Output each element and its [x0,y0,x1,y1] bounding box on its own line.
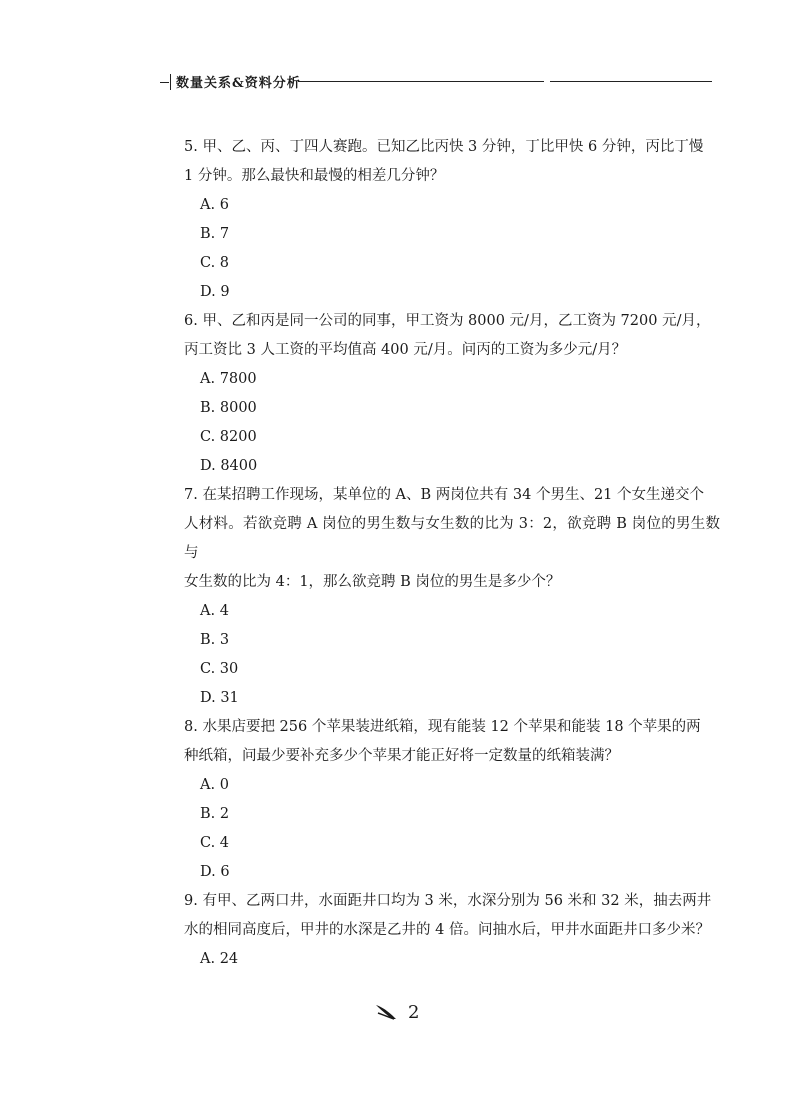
question-stem-line: 女生数的比为 4：1，那么欲竞聘 B 岗位的男生是多少个？ [184,574,561,590]
option: D. 31 [200,690,239,706]
option: A. 7800 [200,371,257,387]
question-6 [184,307,720,365]
option: C. 8 [200,255,230,271]
header-rule [298,81,544,82]
quill-pen-icon [374,1003,398,1021]
question-9 [184,887,720,945]
option: C. 4 [200,835,230,851]
header-title: 数量关系&资料分析 [176,76,301,91]
option: D. 9 [200,284,230,300]
option: A. 0 [200,777,229,793]
question-stem-line: 7. 在某招聘工作现场，某单位的 A、B 两岗位共有 34 个男生、21 个女生递交个 [184,487,705,503]
option: A. 6 [200,197,229,213]
option: D. 6 [200,864,230,880]
header-tick-mark [160,74,171,90]
question-stem-line: 9. 有甲、乙两口井，水面距井口均为 3 米，水深分别为 56 米和 32 米，抽去两井 [184,893,712,909]
question-stem-line: 8. 水果店要把 256 个苹果装进纸箱，现有能装 12 个苹果和能装 18 个苹果的两 [184,719,701,735]
question-8 [184,713,720,771]
option: A. 4 [200,603,229,619]
header-rule [550,81,712,82]
running-header [160,70,712,94]
question-7 [184,481,720,597]
option: B. 2 [200,806,230,822]
option: B. 7 [200,226,230,242]
question-list [184,133,720,974]
option: B. 8000 [200,400,257,416]
question-stem-line: 人材料。若欲竞聘 A 岗位的男生数与女生数的比为 3：2，欲竞聘 B 岗位的男生数与 [184,516,720,561]
option: A. 24 [200,951,239,967]
question-5 [184,133,720,191]
question-stem-line: 1 分钟。那么最快和最慢的相差几分钟？ [184,168,445,184]
question-stem-line: 丙工资比 3 人工资的平均值高 400 元/月。问丙的工资为多少元/月？ [184,342,627,358]
page-number: 2 [408,1001,420,1023]
question-stem-line: 5. 甲、乙、丙、丁四人赛跑。已知乙比丙快 3 分钟，丁比甲快 6 分钟，丙比丁慢 [184,139,704,155]
question-stem-line: 水的相同高度后，甲井的水深是乙井的 4 倍。问抽水后，甲井水面距井口多少米？ [184,922,710,938]
option: C. 30 [200,661,239,677]
option: D. 8400 [200,458,258,474]
page-footer [374,1000,419,1024]
option: B. 3 [200,632,230,648]
option: C. 8200 [200,429,257,445]
question-stem-line: 种纸箱，问最少要补充多少个苹果才能正好将一定数量的纸箱装满？ [184,748,619,764]
question-stem-line: 6. 甲、乙和丙是同一公司的同事，甲工资为 8000 元/月，乙工资为 7200 元/月， [184,313,711,329]
